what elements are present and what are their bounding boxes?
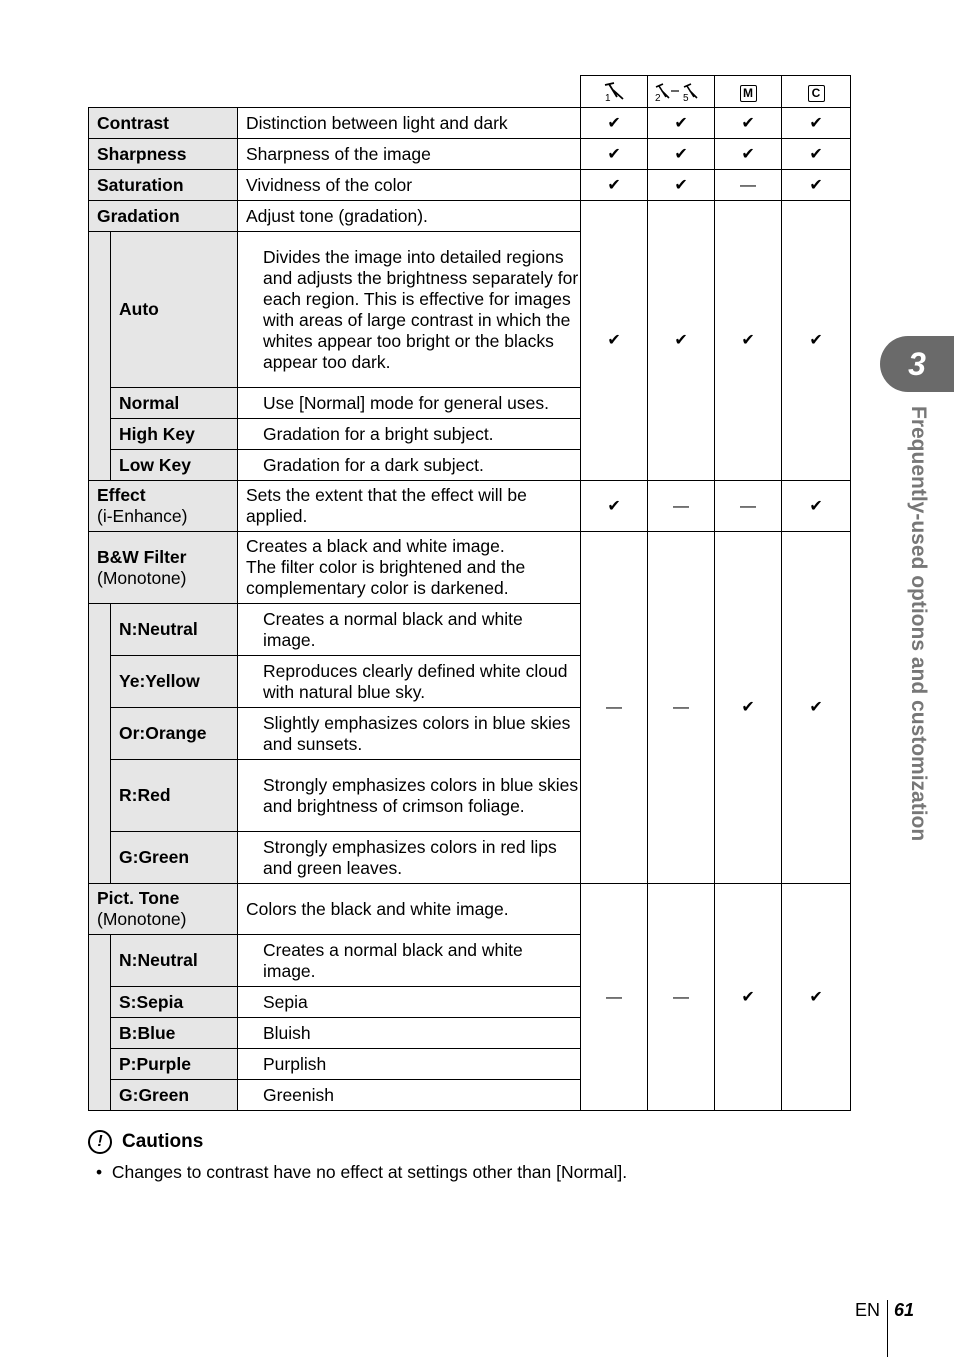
svg-text:1: 1	[605, 92, 611, 103]
sub-label: Ye:Yellow	[111, 656, 238, 708]
sub-label: R:Red	[111, 760, 238, 832]
dash-mark: —	[715, 170, 782, 201]
col-c-header	[782, 76, 851, 108]
sub-desc: Bluish	[238, 1018, 581, 1049]
row-gutter	[89, 232, 111, 481]
check-mark: ✔	[648, 139, 715, 170]
check-mark: ✔	[782, 532, 851, 884]
sub-label: Low Key	[111, 450, 238, 481]
dash-mark: —	[581, 532, 648, 884]
row-label-sub: (i-Enhance)	[97, 506, 188, 526]
sub-label: Normal	[111, 388, 238, 419]
check-mark: ✔	[782, 481, 851, 532]
mode-c-icon: C	[808, 85, 825, 102]
row-label	[89, 532, 238, 604]
dash-mark: —	[648, 532, 715, 884]
footer-lang: EN	[855, 1300, 881, 1320]
check-mark: ✔	[782, 201, 851, 481]
col-scene2-5-header	[648, 76, 715, 108]
chapter-tab: 3	[880, 336, 954, 392]
row-label-sub: (Monotone)	[97, 909, 187, 929]
caution-icon: !	[88, 1130, 112, 1154]
dash-mark: —	[715, 481, 782, 532]
check-mark: ✔	[648, 201, 715, 481]
row-effect	[89, 481, 851, 532]
caution-text: Changes to contrast have no effect at settings other than [Normal].	[111, 1162, 628, 1182]
row-label-main: Effect	[97, 485, 146, 505]
sub-label: Auto	[111, 232, 238, 388]
row-gutter	[89, 604, 111, 884]
sub-label: Or:Orange	[111, 708, 238, 760]
chapter-title: Frequently-used options and customization	[907, 406, 930, 842]
sub-label: N:Neutral	[111, 604, 238, 656]
check-mark: ✔	[715, 108, 782, 139]
row-desc: Colors the black and white image.	[238, 884, 581, 935]
check-mark: ✔	[715, 139, 782, 170]
check-mark: ✔	[581, 481, 648, 532]
dash-mark: —	[648, 481, 715, 532]
row-gradation	[89, 201, 851, 232]
cautions-label: Cautions	[122, 1131, 204, 1153]
check-mark: ✔	[648, 108, 715, 139]
settings-table	[88, 75, 851, 1111]
sub-desc: Strongly emphasizes colors in blue skies and brightness of crimson foliage.	[238, 760, 581, 832]
row-sharpness	[89, 139, 851, 170]
row-desc: Creates a black and white image. The filter color is brightened and the complementary color is darkened.	[238, 532, 581, 604]
bullet: •	[96, 1162, 112, 1182]
row-pict-tone	[89, 884, 851, 935]
row-label-main: B&W Filter	[97, 546, 187, 567]
check-mark: ✔	[715, 884, 782, 1111]
row-label: Contrast	[89, 108, 238, 139]
check-mark: ✔	[782, 170, 851, 201]
check-mark: ✔	[782, 884, 851, 1111]
sub-desc: Reproduces clearly defined white cloud with natural blue sky.	[238, 656, 581, 708]
sub-desc: Strongly emphasizes colors in red lips and green leaves.	[238, 832, 581, 884]
sub-desc: Divides the image into detailed regions and adjusts the brightness separately for each region. This is effective for images with areas of large contrast in which the whites appear too bright or the blacks appear too dark.	[238, 232, 581, 388]
row-label	[89, 884, 238, 935]
row-desc: Adjust tone (gradation).	[238, 201, 581, 232]
row-bw-filter	[89, 532, 851, 604]
check-mark: ✔	[581, 170, 648, 201]
sub-label: S:Sepia	[111, 987, 238, 1018]
check-mark: ✔	[715, 201, 782, 481]
check-mark: ✔	[581, 201, 648, 481]
blank-corner	[89, 76, 581, 108]
check-mark: ✔	[648, 170, 715, 201]
dash-mark: —	[581, 884, 648, 1111]
row-label: Sharpness	[89, 139, 238, 170]
check-mark: ✔	[782, 108, 851, 139]
header-row	[89, 76, 851, 108]
row-label-main: Pict. Tone	[97, 888, 180, 908]
col-scene1-header	[581, 76, 648, 108]
sub-label: G:Green	[111, 832, 238, 884]
sub-desc: Greenish	[238, 1080, 581, 1111]
row-desc: Distinction between light and dark	[238, 108, 581, 139]
sub-desc: Use [Normal] mode for general uses.	[238, 388, 581, 419]
page-number: 61	[894, 1300, 915, 1320]
row-desc: Vividness of the color	[238, 170, 581, 201]
row-desc: Sets the extent that the effect will be applied.	[238, 481, 581, 532]
page-footer	[855, 1298, 914, 1322]
sub-desc: Creates a normal black and white image.	[238, 935, 581, 987]
svg-text:5: 5	[683, 92, 689, 103]
check-mark: ✔	[581, 108, 648, 139]
row-label-sub: (Monotone)	[97, 567, 187, 588]
caution-item	[96, 1160, 627, 1184]
check-mark: ✔	[581, 139, 648, 170]
row-label: Gradation	[89, 201, 238, 232]
sub-desc: Gradation for a dark subject.	[238, 450, 581, 481]
row-saturation	[89, 170, 851, 201]
sub-desc: Slightly emphasizes colors in blue skies and sunsets.	[238, 708, 581, 760]
sub-label: G:Green	[111, 1080, 238, 1111]
row-contrast	[89, 108, 851, 139]
dash-mark: —	[648, 884, 715, 1111]
sub-desc: Gradation for a bright subject.	[238, 419, 581, 450]
check-mark: ✔	[715, 532, 782, 884]
sub-label: N:Neutral	[111, 935, 238, 987]
svg-text:2: 2	[655, 92, 661, 103]
sub-label: B:Blue	[111, 1018, 238, 1049]
sub-label: P:Purple	[111, 1049, 238, 1080]
scene-mode-1-icon	[601, 81, 627, 103]
mode-m-icon: M	[740, 85, 757, 102]
sub-desc: Creates a normal black and white image.	[238, 604, 581, 656]
col-m-header	[715, 76, 782, 108]
scene-mode-2-5-icon	[654, 81, 708, 103]
sub-desc: Sepia	[238, 987, 581, 1018]
sub-label: High Key	[111, 419, 238, 450]
row-desc: Sharpness of the image	[238, 139, 581, 170]
row-gutter	[89, 935, 111, 1111]
row-label: Saturation	[89, 170, 238, 201]
row-label	[89, 481, 238, 532]
check-mark: ✔	[782, 139, 851, 170]
sub-desc: Purplish	[238, 1049, 581, 1080]
cautions-heading	[88, 1130, 203, 1154]
